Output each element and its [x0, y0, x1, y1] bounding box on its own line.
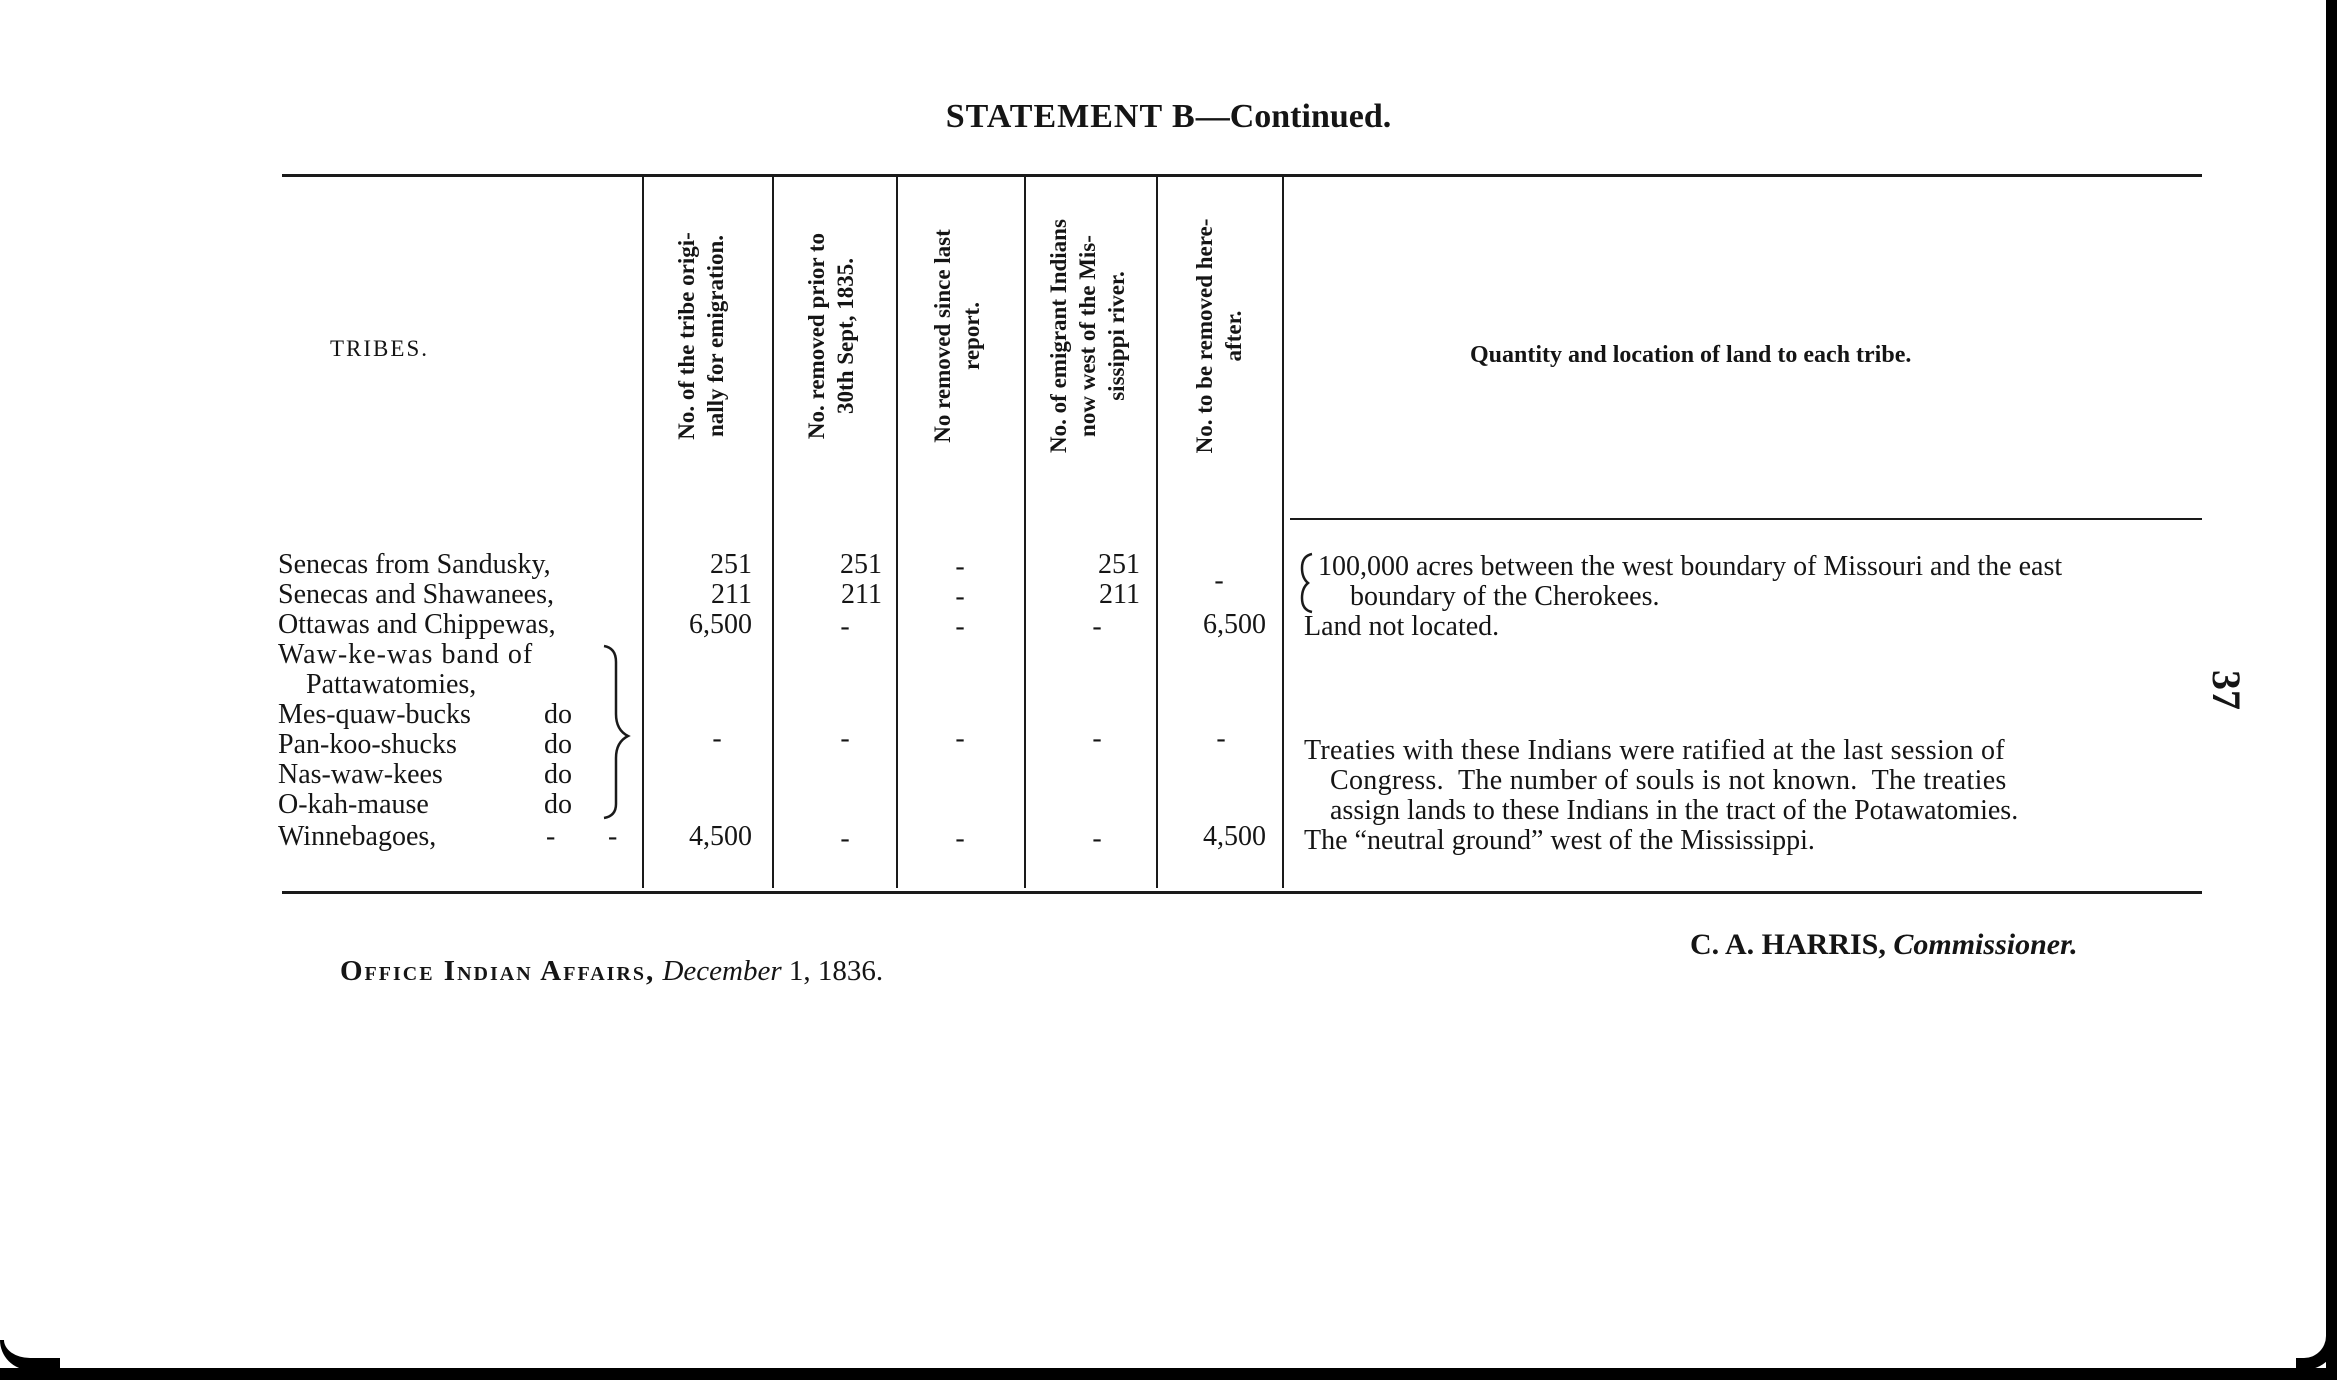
signature — [1690, 928, 2078, 962]
cell-west: - — [1092, 823, 1102, 854]
cell-to-be-removed: 4,500 — [1203, 821, 1266, 852]
scan-border-bottom — [0, 1368, 2337, 1380]
header-bottom-rule — [1290, 518, 2202, 520]
leader-dash: - — [608, 821, 618, 852]
ditto-mark: do — [544, 759, 572, 790]
tribe-name: Ottawas and Chippewas, — [278, 609, 556, 640]
cell-removed-since: - — [955, 581, 965, 612]
cell-to-be-removed: 6,500 — [1203, 609, 1266, 640]
cell-original: 211 — [711, 579, 752, 610]
tribe-name: Pattawatomies, — [306, 669, 477, 700]
tribe-name: Senecas from Sandusky, — [278, 549, 551, 580]
ditto-mark: do — [544, 789, 572, 820]
office-name: Office Indian Affairs, — [340, 955, 656, 987]
land-description: boundary of the Cherokees. — [1350, 581, 1660, 612]
column-divider-4 — [1024, 176, 1026, 888]
cell-original: - — [712, 723, 722, 754]
cell-west: - — [1092, 611, 1102, 642]
cell-west: - — [1092, 723, 1102, 754]
tribe-name: Waw-ke-was band of — [278, 639, 534, 670]
tribe-name: Senecas and Shawanees, — [278, 579, 555, 610]
grouping-brace-tribes — [602, 640, 642, 820]
leader-dash: - — [546, 821, 556, 852]
header-removed-prior: No. removed prior to 30th Sept, 1835. — [804, 232, 858, 440]
signer-title: Commissioner. — [1893, 928, 2078, 961]
cell-original: 251 — [710, 549, 752, 580]
cell-to-be-removed: - — [1216, 723, 1226, 754]
header-tribes: TRIBES. — [330, 336, 429, 361]
scan-border-right — [2326, 0, 2337, 1380]
ditto-mark: do — [544, 729, 572, 760]
header-removed-since-last-report: No removed since last report. — [930, 229, 984, 443]
header-originally-for-emigration: No. of the tribe origi- nally for emigration. — [674, 232, 728, 440]
title-continued: —Continued. — [1195, 98, 1392, 135]
cell-removed-prior: - — [840, 611, 850, 642]
column-divider-6 — [1282, 176, 1284, 888]
cell-to-be-removed: - — [1214, 565, 1224, 596]
cell-removed-prior: 211 — [841, 579, 882, 610]
signer-name: C. A. HARRIS, — [1690, 928, 1886, 961]
page-number: 37 — [2204, 670, 2249, 710]
tribe-name: Mes-quaw-bucks — [278, 699, 471, 730]
cell-removed-since: - — [955, 551, 965, 582]
office-dateline — [340, 955, 883, 988]
dateline-month: December — [662, 955, 782, 987]
scan-border-corner-left — [0, 1340, 60, 1370]
title-main: STATEMENT B — [945, 98, 1196, 135]
cell-west: 211 — [1099, 579, 1140, 610]
cell-removed-since: - — [955, 823, 965, 854]
cell-west: 251 — [1098, 549, 1140, 580]
tribe-name: O-kah-mause — [278, 789, 429, 820]
cell-removed-prior: 251 — [840, 549, 882, 580]
cell-removed-since: - — [955, 611, 965, 642]
dateline-day-year: 1, 1836. — [788, 955, 884, 987]
land-description: Congress. The number of souls is not known. The treaties — [1330, 765, 2007, 796]
column-divider-1 — [642, 176, 644, 888]
header-emigrants-west: No. of emigrant Indians now west of the Mis- sissippi river. — [1046, 219, 1129, 453]
header-quantity-location: Quantity and location of land to each tribe. — [1470, 342, 1912, 368]
land-description: 100,000 acres between the west boundary of Missouri and the east — [1318, 551, 2063, 582]
tribe-name: Nas-waw-kees — [278, 759, 443, 790]
land-description: Land not located. — [1304, 611, 1500, 642]
table-bottom-rule — [282, 891, 2202, 894]
cell-removed-prior: - — [840, 723, 850, 754]
column-divider-3 — [896, 176, 898, 888]
tribe-name: Winnebagoes, — [278, 821, 437, 852]
header-to-be-removed: No. to be removed here- after. — [1192, 218, 1246, 454]
land-description: Treaties with these Indians were ratified at the last session of — [1304, 735, 2005, 766]
column-divider-5 — [1156, 176, 1158, 888]
column-divider-2 — [772, 176, 774, 888]
cell-original: 6,500 — [689, 609, 752, 640]
cell-removed-since: - — [955, 723, 965, 754]
page-title — [0, 98, 2337, 136]
cell-original: 4,500 — [689, 821, 752, 852]
cell-removed-prior: - — [840, 823, 850, 854]
ditto-mark: do — [544, 699, 572, 730]
tribe-name: Pan-koo-shucks — [278, 729, 457, 760]
grouping-brace-senecas — [1296, 552, 1316, 614]
land-description: assign lands to these Indians in the tract of the Potawatomies. — [1330, 795, 2019, 826]
land-description: The “neutral ground” west of the Mississippi. — [1304, 825, 1815, 856]
